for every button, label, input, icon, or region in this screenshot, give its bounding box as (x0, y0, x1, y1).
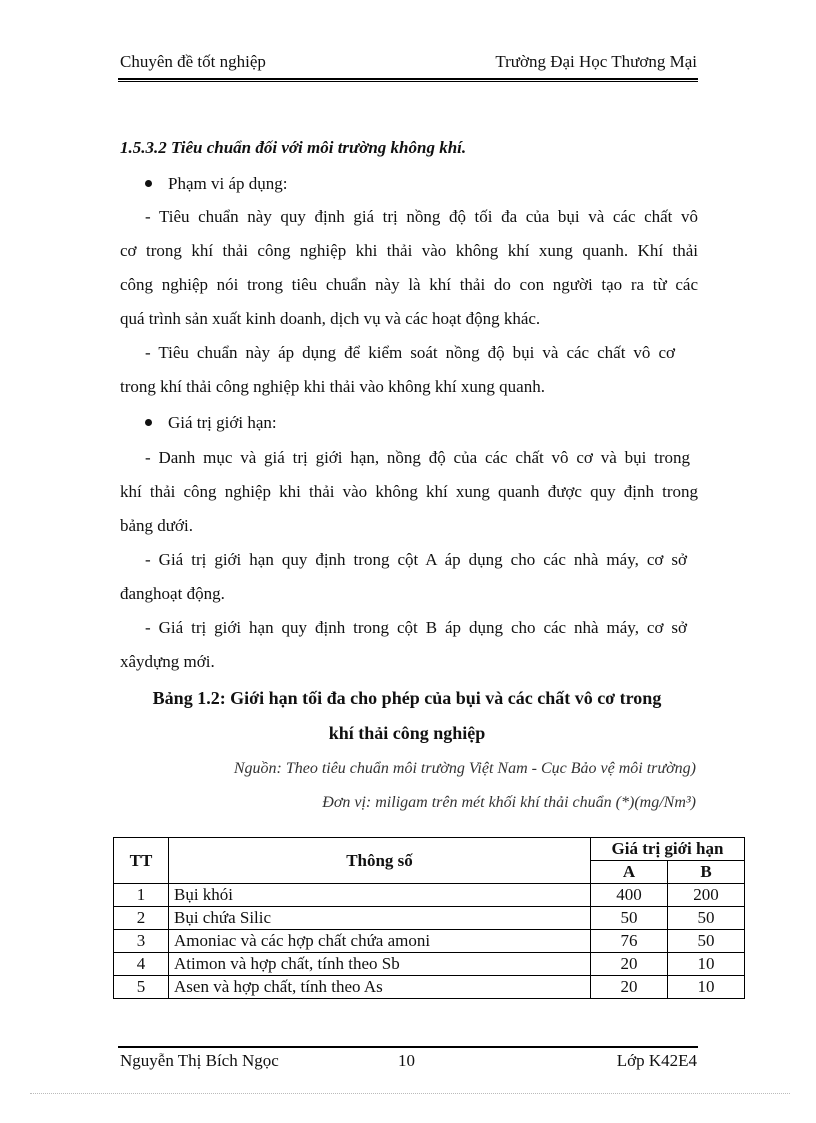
cell-tt: 5 (114, 976, 169, 999)
table-source: Nguồn: Theo tiêu chuẩn môi trường Việt Nam - Cục Bảo vệ môi trường) (233, 760, 696, 777)
table-header-row (114, 838, 745, 861)
footer-class: Lớp K42E4 (616, 1051, 697, 1070)
table-row (114, 953, 745, 976)
scope-p1-line4: quá trình sản xuất kinh doanh, dịch vụ và các hoạt động khác. (120, 309, 541, 328)
table-row (114, 907, 745, 930)
cell-b: 200 (668, 884, 745, 907)
cell-param: Amoniac và các hợp chất chứa amoni (169, 930, 591, 953)
cell-tt: 3 (114, 930, 169, 953)
footer-author: Nguyễn Thị Bích Ngọc (120, 1051, 279, 1070)
limits-p3-line1: - Giá trị giới hạn quy định trong cột B áp dụng cho các nhà máy, cơ sở (145, 618, 687, 637)
cell-a: 400 (591, 884, 668, 907)
bullet-dot-icon (145, 419, 152, 426)
section-title: 1.5.3.2 Tiêu chuẩn đối với môi trường không khí. (120, 138, 467, 157)
limits-p1-line1: - Danh mục và giá trị giới hạn, nồng độ của các chất vô cơ và bụi trong (145, 448, 690, 467)
col-limit-header: Giá trị giới hạn (591, 838, 745, 861)
limits-p2-line2: đanghoạt động. (120, 584, 225, 603)
bullet-limits-text: Giá trị giới hạn: (168, 413, 277, 432)
bullet-scope (145, 174, 287, 194)
limits-p2-line1: - Giá trị giới hạn quy định trong cột A áp dụng cho các nhà máy, cơ sở (145, 550, 687, 569)
cell-b: 50 (668, 907, 745, 930)
cell-a: 76 (591, 930, 668, 953)
scope-p1-line1: - Tiêu chuẩn này quy định giá trị nồng độ tối đa của bụi và các chất vô (145, 207, 698, 226)
cell-a: 50 (591, 907, 668, 930)
limits-p3-line2: xâydựng mới. (120, 652, 215, 671)
cell-b: 10 (668, 953, 745, 976)
scope-p2-line1: - Tiêu chuẩn này áp dụng để kiểm soát nồng độ bụi và các chất vô cơ (145, 343, 675, 362)
page-number: 10 (398, 1051, 415, 1070)
scope-p2-line2: trong khí thải công nghiệp khi thải vào không khí xung quanh. (120, 377, 545, 396)
cell-tt: 1 (114, 884, 169, 907)
col-b-header: B (668, 861, 745, 884)
table-row (114, 884, 745, 907)
page-edge-divider (30, 1093, 790, 1094)
col-a-header: A (591, 861, 668, 884)
bullet-dot-icon (145, 180, 152, 187)
bullet-limits (145, 413, 277, 433)
header-right: Trường Đại Học Thương Mại (495, 52, 697, 71)
table-caption-line2: khí thải công nghiệp (328, 723, 486, 743)
cell-tt: 4 (114, 953, 169, 976)
cell-a: 20 (591, 953, 668, 976)
bullet-scope-text: Phạm vi áp dụng: (168, 174, 288, 193)
cell-b: 50 (668, 930, 745, 953)
cell-param: Bụi chứa Silic (169, 907, 591, 930)
scope-p1-line3: công nghiệp nói trong tiêu chuẩn này là khí thải do con người tạo ra từ các (120, 275, 698, 294)
footer-rule (118, 1046, 698, 1048)
limits-p1-line3: bảng dưới. (120, 516, 193, 535)
table-row (114, 976, 745, 999)
limits-table (113, 837, 745, 999)
cell-b: 10 (668, 976, 745, 999)
col-param-header: Thông số (169, 838, 591, 884)
cell-param: Bụi khói (169, 884, 591, 907)
col-tt-header: TT (114, 838, 169, 884)
cell-a: 20 (591, 976, 668, 999)
header-rule (118, 78, 698, 82)
cell-tt: 2 (114, 907, 169, 930)
scope-p1-line2: cơ trong khí thải công nghiệp khi thải vào không khí xung quanh. Khí thải (120, 241, 698, 260)
cell-param: Asen và hợp chất, tính theo As (169, 976, 591, 999)
cell-param: Atimon và hợp chất, tính theo Sb (169, 953, 591, 976)
table-unit: Đơn vị: miligam trên mét khối khí thải chuẩn (*)(mg/Nm³) (322, 794, 696, 811)
header-left: Chuyên đề tốt nghiệp (120, 52, 266, 71)
limits-p1-line2: khí thải công nghiệp khi thải vào không khí xung quanh được quy định trong (120, 482, 698, 501)
table-row (114, 930, 745, 953)
table-caption-line1: Bảng 1.2: Giới hạn tối đa cho phép của bụi và các chất vô cơ trong (152, 688, 662, 708)
